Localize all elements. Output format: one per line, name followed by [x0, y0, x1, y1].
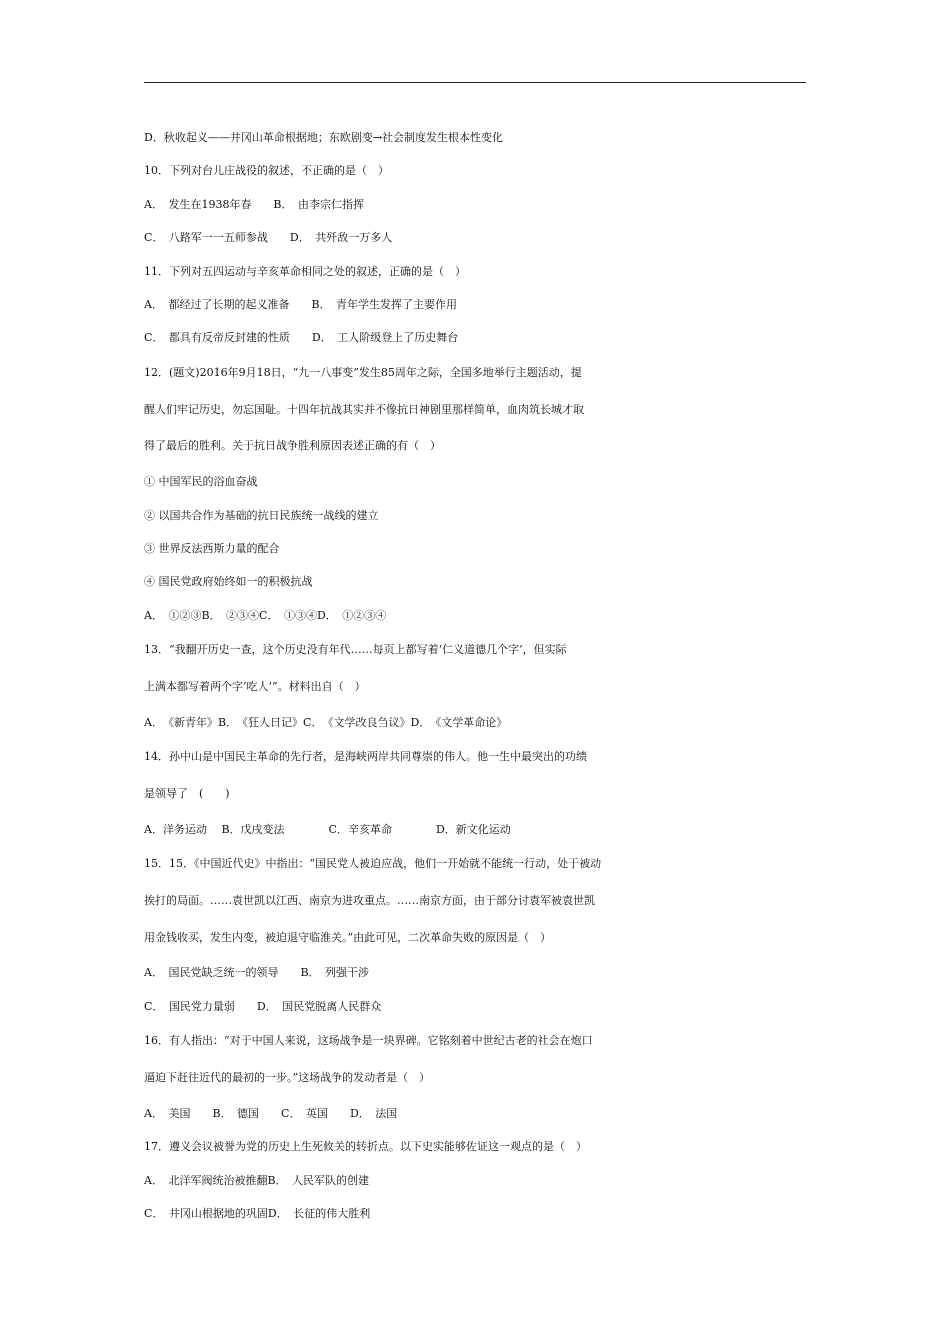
q14-stem-line-2: 是领导了 ( )	[144, 786, 230, 800]
q12-item-2: ② 以国共合作为基础的抗日民族统一战线的建立	[144, 508, 379, 522]
q10-stem: 10．下列对台儿庄战役的叙述，不正确的是（ ）	[144, 164, 389, 178]
q14-stem-line-1: 14．孙中山是中国民主革命的先行者，是海峡两岸共同尊崇的伟人。他一生中最突出的功绩	[144, 750, 587, 764]
q12-options: A． ①②③B． ②③④C． ①③④D． ①②③④	[144, 608, 387, 622]
q12-stem-line-3: 得了最后的胜利。关于抗日战争胜利原因表述正确的有（ ）	[144, 439, 441, 453]
q11-options-ab: A． 都经过了长期的起义准备 B． 青年学生发挥了主要作用	[144, 297, 458, 311]
q16-stem-line-2: 逼迫下赶往近代的最初的一步。”这场战争的发动者是（ ）	[144, 1071, 431, 1085]
q13-stem-line-1: 13．“我翻开历史一查，这个历史没有年代……每页上都写着‘仁义道德几个字’，但实际	[144, 643, 567, 657]
q16-options: A． 美国 B． 德国 C． 英国 D． 法国	[144, 1106, 398, 1120]
q14-options: A．洋务运动 B．戊戌变法 C．辛亥革命 D．新文化运动	[144, 822, 511, 836]
q12-item-3: ③ 世界反法西斯力量的配合	[144, 541, 280, 555]
q15-options-cd: C． 国民党力量弱 D． 国民党脱离人民群众	[144, 999, 382, 1013]
q17-options-cd: C． 井冈山根据地的巩固D． 长征的伟大胜利	[144, 1206, 371, 1220]
q17-options-ab: A． 北洋军阀统治被推翻B． 人民军队的创建	[144, 1173, 370, 1187]
q15-options-ab: A． 国民党缺乏统一的领导 B． 列强干涉	[144, 966, 370, 980]
question-content	[144, 121, 812, 1230]
q13-stem-line-2: 上满本都写着两个字‘吃人’”。材料出自（ ）	[144, 679, 366, 693]
q10-options-ab: A． 发生在1938年春 B． 由李宗仁指挥	[144, 197, 365, 211]
q15-stem-line-1: 15．15．《中国近代史》中指出：“国民党人被迫应战，他们一开始就不能统一行动，处于被动	[144, 857, 602, 871]
q13-options: A． 《新青年》B． 《狂人日记》C． 《文学改良刍议》D． 《文学革命论》	[144, 715, 508, 729]
q10-options-cd: C． 八路军一一五师参战 D． 共歼敌一万多人	[144, 231, 393, 245]
q12-item-1: ① 中国军民的浴血奋战	[144, 475, 258, 489]
q15-stem-line-2: 挨打的局面。……袁世凯以江西、南京为进攻重点。……南京方面，由于部分讨袁军被袁世凯	[144, 893, 595, 907]
q16-stem-line-1: 16．有人指出：“对于中国人来说，这场战争是一块界碑。它铭刻着中世纪古老的社会在炮口	[144, 1034, 593, 1048]
q15-stem-line-3: 用金钱收买，发生内变，被迫退守临淮关。”由此可见，二次革命失败的原因是（ ）	[144, 930, 552, 944]
q9-option-d: D．秋收起义——井冈山革命根据地；东欧剧变→社会制度发生根本性变化	[144, 131, 504, 144]
q12-stem-line-1: 12．(题文)2016年9月18日，“九一八事变”发生85周年之际，全国多地举行主题活动，提	[144, 365, 582, 379]
q11-options-cd: C． 都具有反帝反封建的性质 D． 工人阶级登上了历史舞台	[144, 331, 459, 345]
header-rule	[144, 82, 806, 83]
q11-stem: 11．下列对五四运动与辛亥革命相同之处的叙述，正确的是（ ）	[144, 264, 466, 278]
q12-stem-line-2: 醒人们牢记历史，勿忘国耻。十四年抗战其实并不像抗日神剧里那样简单，血肉筑长城才取	[144, 402, 584, 416]
q17-stem: 17．遵义会议被誉为党的历史上生死攸关的转折点。以下史实能够佐证这一观点的是（ ）	[144, 1140, 587, 1154]
q12-item-4: ④ 国民党政府始终如一的积极抗战	[144, 575, 313, 589]
